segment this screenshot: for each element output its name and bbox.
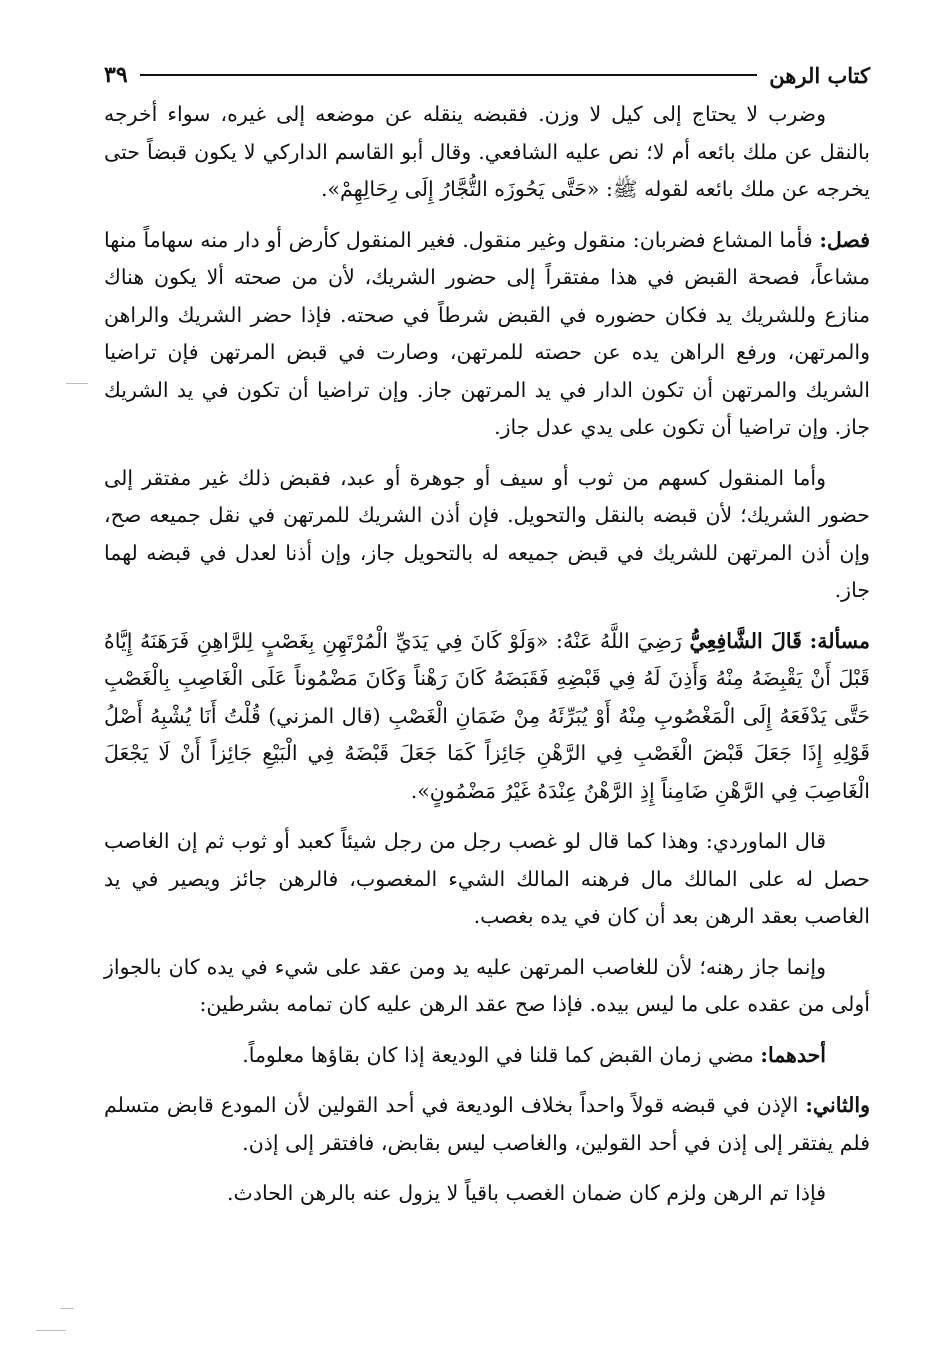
page-number: ٣٩ [104, 62, 128, 88]
paragraph-text: رَضِيَ اللَّهُ عَنْهُ: «وَلَوْ كَانَ فِي يَدَيِّ الْمُرْتَهِنِ بِغَصْبٍ لِلرَّاهِنِ فَرَهَنَهُ إِيَّاهُ قَبْلَ أَنْ يَقْبِضَهُ مِنْهُ وَأَذِنَ لَهُ فِي قَبْضِهِ فَقَبَضَهُ كَانَ رَهْناً وَكَانَ مَضْمُوناً عَلَى الْغَاصِبِ بِالْغَصْبِ حَتَّى يَدْفَعَهُ إِلَى الْمَغْصُوبِ مِنْهُ أَوْ يُبَرِّئَهُ مِنْ ضَمَانِ الْغَصْبِ (قال المزني) قُلْتُ أَنَا يُشْبِهُ أَصْلُ قَوْلِهِ إِذَا جَعَلَ قَبْضَ الْغَصْبِ فِي الرَّهْنِ جَائِزاً كَمَا جَعَلَ قَبْضَهُ فِي الْبَيْعِ جَائِزاً أَنْ لَا يَجْعَلَ الْغَاصِبَ فِي الرَّهْنِ ضَامِناً إِذِ الرَّهْنُ عِنْدَهُ غَيْرُ مَضْمُونٍ». [104, 628, 870, 803]
paragraph-lead: أحدهما: [760, 1042, 826, 1067]
paragraph-text: الإذن في قبضه قولاً واحداً بخلاف الوديعة في أحد القولين لأن المودع قابض متسلم فلم يفتقر إلى إذن في أحد القولين، والغاصب ليس بقابض، فافتقر إلى إذن. [104, 1093, 870, 1155]
paragraph [104, 823, 870, 936]
paragraph-section [104, 222, 870, 447]
paragraph-text: فأما المشاع فضربان: منقول وغير منقول. فغير المنقول كأرض أو دار منه سهاماً منها مشاعاً، فصحة القبض في هذا مفتقراً إلى حضور الشريك، لأن من صحته ألا يكون هناك منازع وللشريك يد فكان حضوره في القبض شرطاً في صحته. فإذا حضر الشريك والراهن والمرتهن، ورفع الراهن يده عن حصته للمرتهن، وصارت في قبض المرتهن فإن تراضيا الشريك والمرتهن أن تكون الدار في يد المرتهن جاز. وإن تراضيا أن تكون في يد الشريك جاز. وإن تراضيا أن تكون على يدي عدل جاز. [104, 227, 870, 439]
paragraph-lead: والثاني: [805, 1093, 870, 1117]
header-rule [140, 74, 758, 76]
paragraph-text: وضرب لا يحتاج إلى كيل لا وزن. فقبضه ينقله عن موضعه إلى غيره، سواء أخرجه بالنقل عن ملك بائعه أم لا؛ نص عليه الشافعي. وقال أبو القاسم الداركي لا يكون قبضاً حتى يخرجه عن ملك بائعه لقوله ﷺ: «حَتَّى يَحُوزَه التُّجَّارُ إِلَى رِحَالِهِمْ». [104, 102, 870, 201]
paragraph [104, 96, 870, 209]
page-body [104, 96, 870, 1226]
page-header [104, 58, 870, 92]
margin-mark [60, 1308, 74, 1309]
paragraph-text: مضي زمان القبض كما قلنا في الوديعة إذا كان بقاؤها معلوماً. [242, 1042, 754, 1067]
paragraph-lead: مسألة: [809, 628, 870, 653]
paragraph [104, 460, 870, 610]
paragraph-issue [104, 623, 870, 811]
condition-second [104, 1087, 870, 1162]
paragraph-lead: فصل: [819, 227, 870, 252]
paragraph-text: فإذا تم الرهن ولزم كان ضمان الغصب باقياً لا يزول عنه بالرهن الحادث. [227, 1181, 826, 1205]
margin-mark [66, 383, 88, 384]
paragraph-text: وإنما جاز رهنه؛ لأن للغاصب المرتهن عليه يد ومن عقد على شيء في يده كان بالجواز أولى من عقده على ما ليس بيده. فإذا صح عقد الرهن عليه كان تمامه بشرطين: [104, 954, 870, 1016]
running-title: كتاب الرهن [769, 62, 870, 88]
margin-mark [36, 1330, 66, 1331]
condition-first [104, 1037, 870, 1075]
paragraph [104, 1175, 870, 1213]
paragraph-text: وأما المنقول كسهم من ثوب أو سيف أو جوهرة أو عبد، فقبض ذلك غير مفتقر إلى حضور الشريك؛ لأن قبضه بالنقل والتحويل. فإن أذن الشريك للمرتهن في نقل جميعه صح، وإن أذن المرتهن للشريك في قبض جميعه له بالتحويل جاز، وإن أذنا لعدل في قبضه لهما جاز. [104, 465, 870, 602]
paragraph-text: قال الماوردي: وهذا كما قال لو غصب رجل من رجل شيئاً كعبد أو ثوب ثم إن الغاصب حصل له على المالك مال فرهنه المالك الشيء المغصوب، فالرهن جائز ويصير في يد الغاصب بعقد الرهن بعد أن كان في يده بغصب. [104, 829, 870, 928]
shafii-attribution: قَالَ الشَّافِعِيُّ [689, 628, 802, 653]
paragraph [104, 949, 870, 1024]
